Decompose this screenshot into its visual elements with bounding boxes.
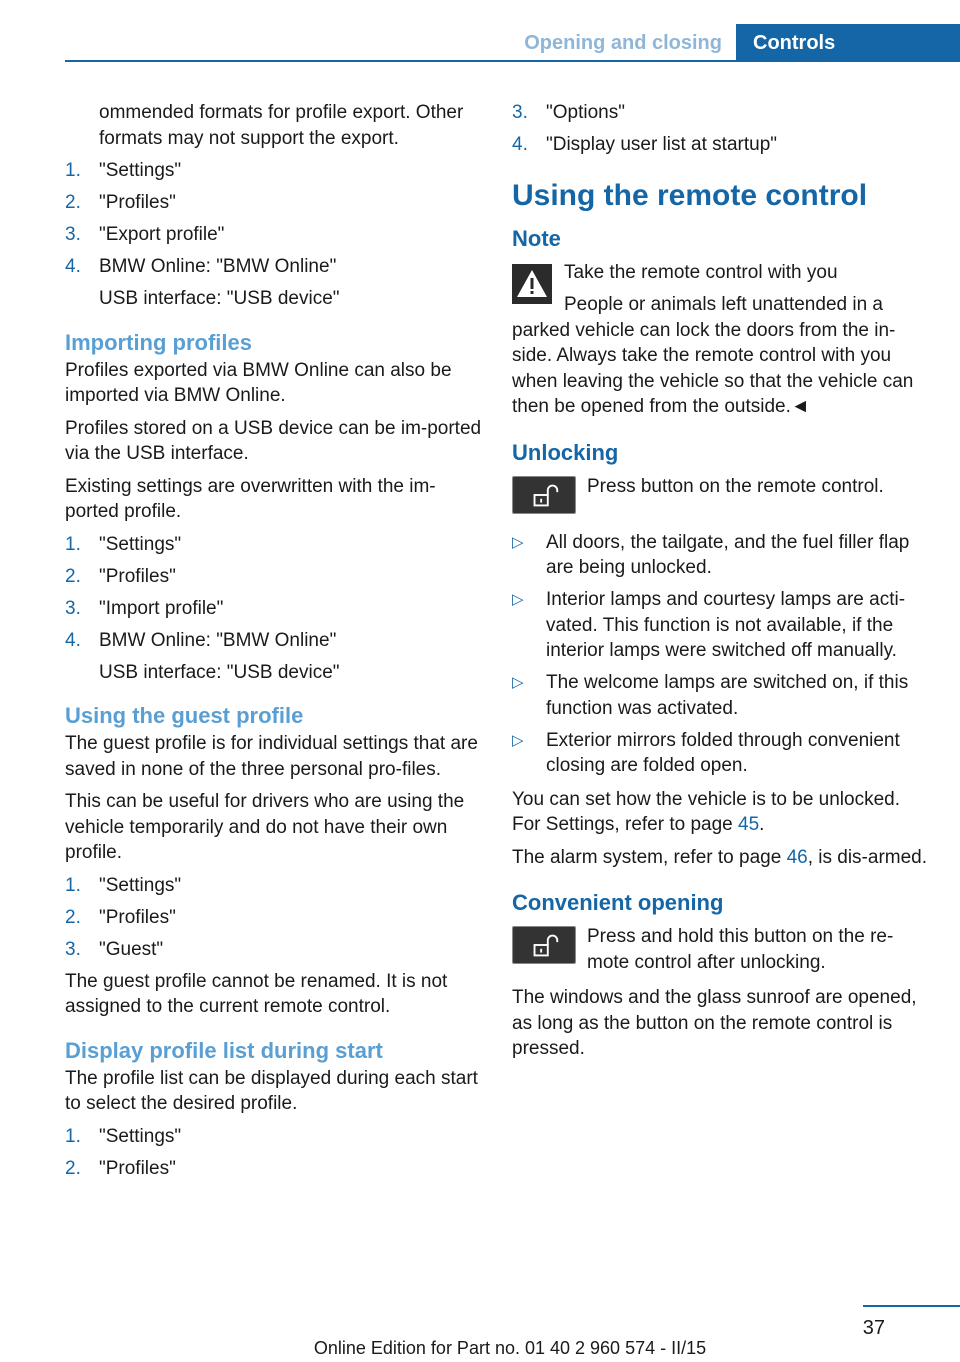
unlocking-text: Press button on the remote control.: [587, 475, 884, 497]
list-item: ▷ Exterior mirrors folded through convenient closing are folded open.: [512, 729, 900, 776]
unlock-button-icon: [512, 476, 576, 514]
main-heading: Using the remote control: [512, 178, 868, 212]
list-item: 4. BMW Online: "BMW Online" USB interface: "USB device": [65, 256, 340, 309]
list-item: 4. "Display user list at startup": [512, 134, 778, 155]
page-link-46[interactable]: 46: [786, 846, 808, 868]
importing-p3: Existing settings are overwritten with the im‐ported profile.: [65, 475, 436, 522]
list-item: 1. "Settings": [65, 874, 182, 896]
convenient-text: Press and hold this button on the re‐mote control after unlocking.: [587, 926, 894, 973]
import-steps: [65, 532, 485, 686]
display-heading: Display profile list during start: [65, 1037, 383, 1063]
unlocking-bullets: [512, 530, 932, 779]
intro-text: ommended formats for profile export. Other formats may not support the export.: [99, 102, 464, 149]
list-item: 2. "Profiles": [65, 1157, 176, 1179]
list-item: 1. "Settings": [65, 160, 182, 181]
right-column: [512, 100, 932, 1069]
convenient-heading: Convenient opening: [512, 890, 724, 915]
left-column: [65, 100, 485, 1191]
guest-p2: This can be useful for drivers who are using the vehicle temporarily and do not have their own profile.: [65, 791, 465, 863]
unlock-button-block: [512, 474, 932, 520]
convenient-button-block: [512, 924, 932, 975]
display-steps-continued: [512, 100, 932, 158]
warning-body: People or animals left unattended in a parked vehicle can lock the doors from the in‐side. Always take the remote control with you when leaving the vehicle so that the vehicle can then be opened from the outside.◄: [512, 294, 914, 417]
warning-title: Take the remote control with you: [564, 261, 838, 283]
guest-p1: The guest profile is for individual settings that are saved in none of the three personal pro‐files.: [65, 733, 478, 780]
importing-heading: Importing profiles: [65, 329, 252, 355]
edition-footer: Online Edition for Part no. 01 40 2 960 574 - II/15: [313, 1338, 707, 1358]
guest-heading: Using the guest profile: [65, 703, 304, 728]
warning-block: [512, 260, 932, 420]
list-item: 1. "Settings": [65, 533, 182, 555]
alarm-text: The alarm system, refer to page 46, is dis‐armed.: [512, 846, 928, 868]
list-item: 2. "Profiles": [65, 906, 176, 928]
page-link-45[interactable]: 45: [738, 814, 760, 835]
export-steps: [65, 158, 485, 312]
list-item: 2. "Profiles": [65, 192, 176, 213]
tab-controls: Controls: [736, 24, 960, 62]
list-item: 3. "Import profile": [65, 597, 224, 619]
warning-icon: [512, 264, 552, 304]
list-item: 1. "Settings": [65, 1125, 182, 1147]
header-rule: [65, 60, 960, 62]
list-item: ▷ The welcome lamps are switched on, if this function was activated.: [512, 672, 909, 719]
unlock-button-icon: [512, 926, 576, 964]
note-heading: Note: [512, 225, 561, 251]
list-item: 2. "Profiles": [65, 565, 176, 587]
section-tab: Opening and closing: [524, 32, 722, 54]
display-steps: [65, 1124, 485, 1182]
list-item: 4. BMW Online: "BMW Online" USB interface: "USB device": [65, 629, 340, 683]
importing-p1: Profiles exported via BMW Online can also be imported via BMW Online.: [65, 359, 452, 406]
guest-steps: [65, 873, 485, 963]
list-item: ▷ Interior lamps and courtesy lamps are acti‐vated. This function is not available, if the interior lamps were switched off manually.: [512, 589, 906, 661]
unlocking-heading: Unlocking: [512, 439, 619, 465]
convenient-p: The windows and the glass sunroof are opened, as long as the button on the remote control is pressed.: [512, 987, 917, 1059]
guest-p3: The guest profile cannot be renamed. It is not assigned to the current remote control.: [65, 970, 448, 1017]
importing-p2: Profiles stored on a USB device can be im‐ported via the USB interface.: [65, 417, 482, 464]
list-item: 3. "Export profile": [65, 224, 225, 245]
unlock-setting-text: You can set how the vehicle is to be unlocked. For Settings, refer to page 45.: [512, 788, 900, 835]
page-number: 37: [862, 1317, 885, 1339]
list-item: 3. "Options": [512, 102, 625, 123]
display-p1: The profile list can be displayed during each start to select the desired profile.: [65, 1067, 478, 1114]
footer-rule: [863, 1305, 960, 1307]
list-item: ▷ All doors, the tailgate, and the fuel filler flap are being unlocked.: [512, 531, 910, 578]
page-header: [0, 24, 960, 62]
list-item: 3. "Guest": [65, 938, 164, 960]
